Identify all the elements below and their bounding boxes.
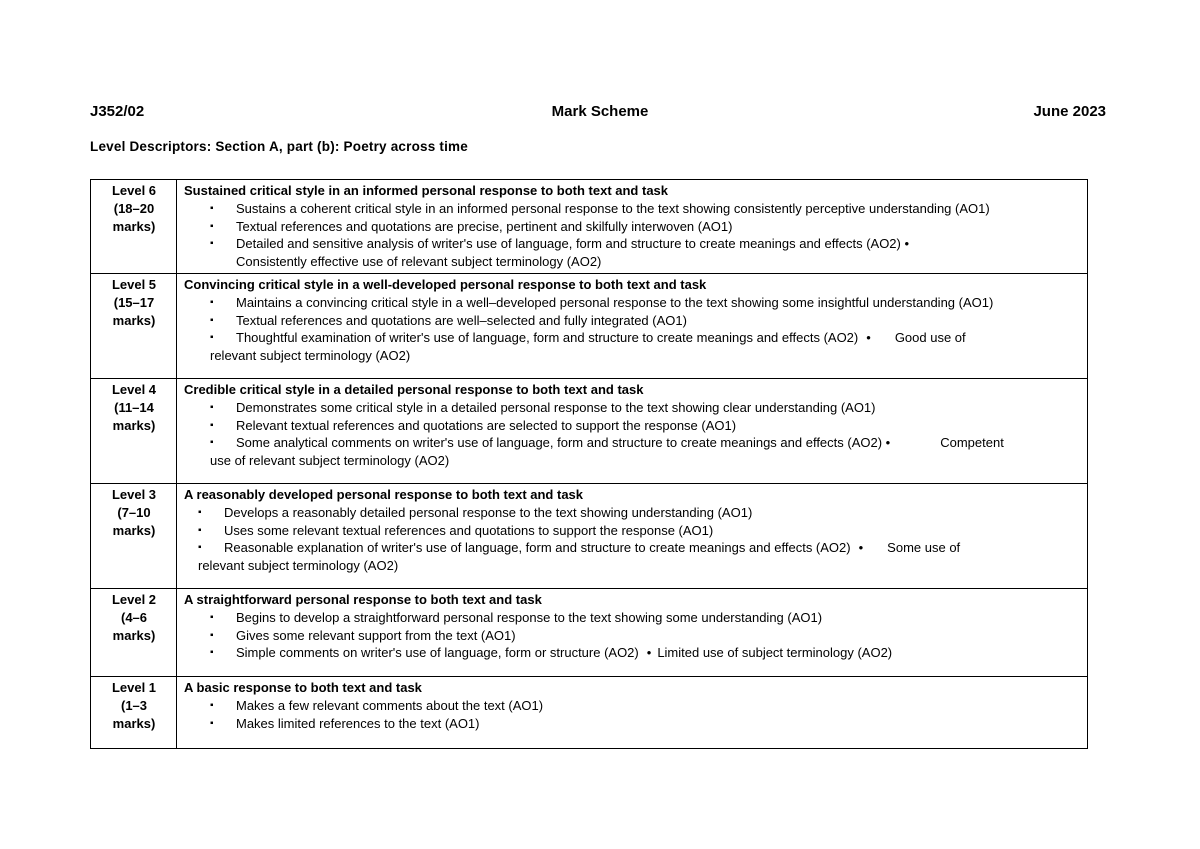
list-item-text: Thoughtful examination of writer's use of language, form and structure to create meanings and effects (AO2) xyxy=(236,330,859,346)
bullet-list xyxy=(184,504,1081,556)
list-item-text: Some analytical comments on writer's use of language, form and structure to create meanings and effects (AO2) • xyxy=(236,435,891,451)
inline-bullet: • xyxy=(866,330,871,346)
list-item-tail: Competent xyxy=(940,435,1004,451)
level-marks: (4–6 xyxy=(120,610,148,626)
level-label: Level 2 xyxy=(111,592,157,608)
descriptor-title: Sustained critical style in an informed personal response to both text and task xyxy=(184,183,669,198)
descriptor-cell xyxy=(177,379,1088,484)
table-row xyxy=(91,274,1088,379)
continuation-text: Consistently effective use of relevant subject terminology (AO2) xyxy=(236,253,602,269)
level-label: Level 6 xyxy=(111,183,157,198)
level-marks-suffix: marks) xyxy=(112,628,156,644)
level-marks: (7–10 xyxy=(117,505,151,521)
descriptor-title: Credible critical style in a detailed personal response to both text and task xyxy=(184,382,644,398)
descriptor-title: Convincing critical style in a well-developed personal response to both text and task xyxy=(184,277,707,293)
descriptor-cell xyxy=(177,677,1088,749)
bullet-list xyxy=(184,294,1081,346)
level-marks-suffix: marks) xyxy=(112,219,156,234)
level-cell xyxy=(91,484,177,589)
table-row xyxy=(91,677,1088,749)
list-item: ▪ Demonstrates some critical style in a detailed personal response to the text showing clear understanding (AO1) xyxy=(184,399,1081,416)
document-code: J352/02 xyxy=(90,103,145,120)
list-item xyxy=(184,644,1081,661)
level-cell xyxy=(91,379,177,484)
descriptor-cell xyxy=(177,180,1088,274)
descriptor-cell xyxy=(177,274,1088,379)
level-cell xyxy=(91,180,177,274)
table-row xyxy=(91,180,1088,274)
level-label: Level 4 xyxy=(111,382,157,398)
level-label: Level 1 xyxy=(111,680,157,696)
inline-bullet: • xyxy=(858,540,864,556)
list-item: ▪ Uses some relevant textual references and quotations to support the response (AO1) xyxy=(184,522,1081,539)
list-item-tail: Limited use of subject terminology (AO2) xyxy=(657,645,893,661)
continuation-text: relevant subject terminology (AO2) xyxy=(198,557,399,573)
level-cell xyxy=(91,677,177,749)
bullet-list xyxy=(184,399,1081,451)
list-item: ▪ Makes limited references to the text (AO1) xyxy=(184,715,1081,732)
inline-bullet: • xyxy=(646,645,652,661)
bullet-list xyxy=(184,609,1081,661)
level-label: Level 3 xyxy=(111,487,157,503)
level-descriptors-table xyxy=(90,179,1088,749)
list-item-text: Simple comments on writer's use of language, form or structure (AO2) xyxy=(236,645,639,661)
level-marks: (1–3 xyxy=(120,698,148,714)
bullet-list xyxy=(184,200,1081,252)
list-item: ▪ Relevant textual references and quotations are selected to support the response (AO1) xyxy=(184,417,1081,434)
list-item xyxy=(184,329,1081,346)
level-label: Level 5 xyxy=(111,277,157,293)
table-row xyxy=(91,589,1088,677)
document-title: Mark Scheme xyxy=(551,103,649,120)
list-item-tail: Good use of xyxy=(894,330,966,346)
list-item xyxy=(184,539,1081,556)
descriptor-cell xyxy=(177,484,1088,589)
level-marks: (18–20 xyxy=(113,201,155,216)
list-item: ▪ Textual references and quotations are well–selected and fully integrated (AO1) xyxy=(184,312,1081,329)
table-row xyxy=(91,379,1088,484)
level-cell xyxy=(91,274,177,379)
list-item: ▪ Begins to develop a straightforward personal response to the text showing some understanding (AO1) xyxy=(184,609,1081,626)
section-subtitle: Level Descriptors: Section A, part (b): Poetry across time xyxy=(90,139,468,154)
list-item-text: Reasonable explanation of writer's use of language, form and structure to create meanings and effects (AO2) xyxy=(224,540,851,556)
level-cell xyxy=(91,589,177,677)
document-date: June 2023 xyxy=(1033,103,1106,120)
continuation-text: relevant subject terminology (AO2) xyxy=(210,347,411,363)
level-marks-suffix: marks) xyxy=(112,313,156,329)
descriptor-title: A basic response to both text and task xyxy=(184,680,422,696)
list-item: ▪ Gives some relevant support from the text (AO1) xyxy=(184,627,1081,644)
list-item xyxy=(184,434,1081,451)
list-item: ▪ Textual references and quotations are precise, pertinent and skilfully interwoven (AO1) xyxy=(184,218,1081,235)
list-item: ▪ Detailed and sensitive analysis of writer's use of language, form and structure to create meanings and effects (AO2) • xyxy=(184,235,1081,252)
level-marks: (11–14 xyxy=(114,400,154,416)
bullet-list xyxy=(184,697,1081,732)
descriptor-title: A straightforward personal response to both text and task xyxy=(184,592,542,608)
level-marks-suffix: marks) xyxy=(112,523,156,539)
list-item: ▪ Sustains a coherent critical style in an informed personal response to the text showing consistently perceptive understanding (AO1) xyxy=(184,200,1081,217)
descriptor-cell xyxy=(177,589,1088,677)
list-item: ▪ Maintains a convincing critical style in a well–developed personal response to the text showing some insightful understanding (AO1) xyxy=(184,294,1081,311)
descriptor-title: A reasonably developed personal response to both text and task xyxy=(184,487,584,503)
level-marks-suffix: marks) xyxy=(112,418,156,434)
list-item-tail: Some use of xyxy=(887,540,961,556)
continuation-text: use of relevant subject terminology (AO2) xyxy=(210,452,450,468)
level-marks: (15–17 xyxy=(113,295,155,311)
table-row xyxy=(91,484,1088,589)
level-marks-suffix: marks) xyxy=(112,716,156,732)
list-item: ▪ Makes a few relevant comments about the text (AO1) xyxy=(184,697,1081,714)
list-item: ▪ Develops a reasonably detailed personal response to the text showing understanding (AO1) xyxy=(184,504,1081,521)
